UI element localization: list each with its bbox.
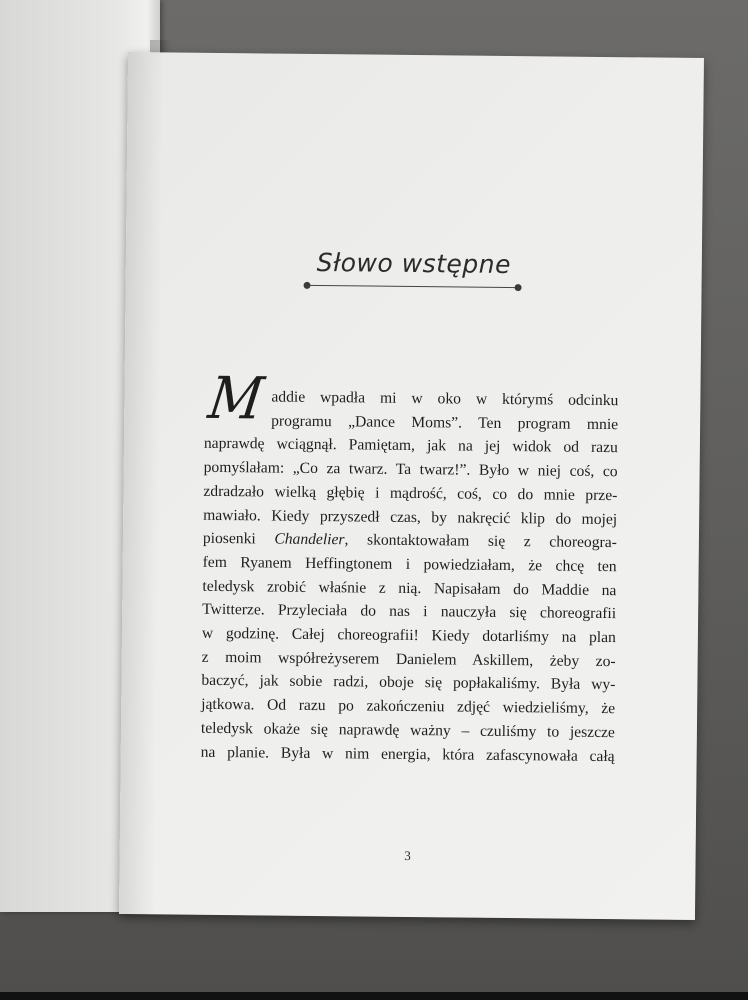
body-text (201, 385, 619, 769)
text-line: jątkowa. Od razu po zakończeniu zdjęć wiedzieliśmy, że (201, 695, 616, 718)
chapter-title: Słowo wstępne (316, 247, 512, 280)
text-line: teledysk okaże się naprawdę ważny – czuliśmy to jeszcze (200, 719, 615, 741)
text-line: programu „Dance Moms”. Ten program mnie (271, 412, 619, 433)
text-line: pomyślałam: „Co za twarz. Ta twarz!”. Było w niej coś, co (203, 458, 618, 481)
text-line: na planie. Była w nim energia, która zafascynowała całą (200, 743, 615, 765)
text-line: z moim współreżyserem Danielem Askillem, żeby zo- (201, 648, 616, 670)
text-line: zdradzało wielką głębię i mądrość, coś, co do mnie prze- (203, 482, 618, 504)
text-line: mawiało. Kiedy przyszedł czas, by nakręcić klip do mojej (203, 506, 618, 528)
drop-cap: M (204, 363, 268, 433)
text-line: piosenki Chandelier, skontaktowałam się z choreogra- (202, 530, 617, 552)
text-line: addie wpadła mi w oko w którymś odcinku (271, 388, 619, 410)
page-number: 3 (404, 847, 411, 864)
text-line: Twitterze. Przyleciała do nas i nauczyła się choreografii (202, 601, 617, 623)
ornament-dot-right (515, 284, 522, 291)
text-line: baczyć, jak sobie radzi, oboje się popłakaliśmy. Była wy- (201, 672, 616, 694)
text-line: naprawdę wciągnął. Pamiętam, jak na jej widok od razu (203, 435, 618, 457)
right-page (119, 52, 704, 920)
title-ornament (304, 282, 522, 292)
text-line: w godzinę. Całej choreografii! Kiedy dotarliśmy na plan (201, 624, 616, 647)
text-line: fem Ryanem Heffingtonem i powiedziałam, że chcę ten (202, 553, 617, 576)
ornament-line (308, 285, 518, 289)
text-line: teledysk zrobić właśnie z nią. Napisałam do Maddie na (202, 577, 617, 599)
bottom-edge (0, 992, 748, 1000)
